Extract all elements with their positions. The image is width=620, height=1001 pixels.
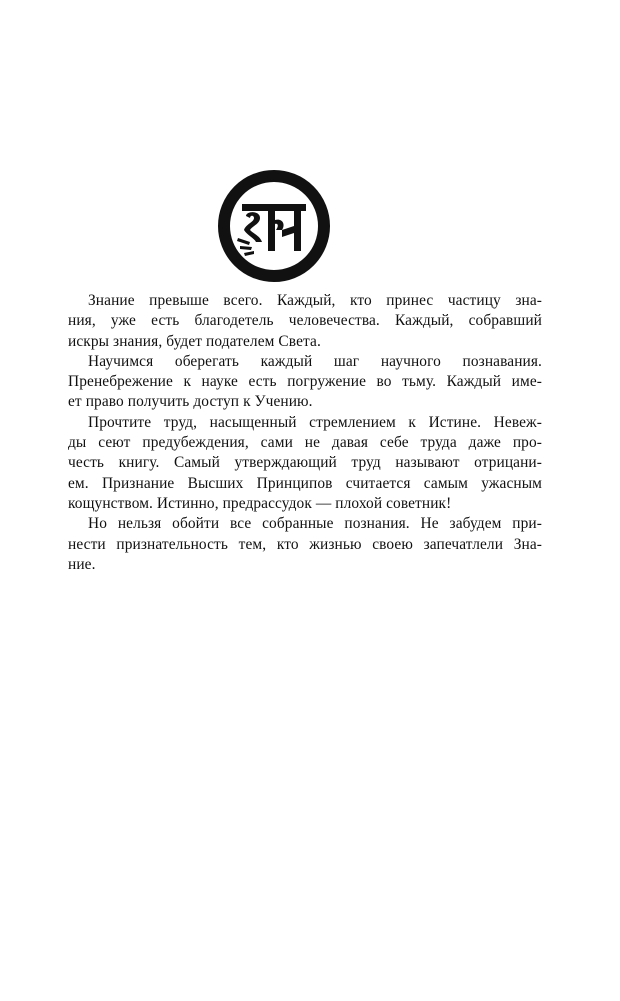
text-line: Прочтите труд, насыщенный стремлением к Истине. Невеж-	[88, 413, 542, 431]
publisher-logo-icon	[216, 168, 332, 284]
text-line: Но нельзя обойти все собранные познания. Не забудем при-	[88, 515, 542, 533]
text-line: Пренебрежение к науке есть погружение во тьму. Каждый име-	[68, 373, 542, 391]
text-line: Научимся оберегать каждый шаг научного познавания.	[88, 352, 542, 370]
text-line: нести признательность тем, кто жизнью своею запечатлели Зна-	[68, 535, 542, 553]
text-line: искры знания, будет подателем Света.	[68, 332, 321, 350]
paragraph	[68, 514, 542, 575]
paragraph	[68, 352, 542, 413]
paragraph	[68, 291, 542, 352]
text-line: ет право получить доступ к Учению.	[68, 393, 313, 411]
text-line: кощунством. Истинно, предрассудок — плохой советник!	[68, 494, 452, 512]
text-line: честь книгу. Самый утверждающий труд называют отрицани-	[68, 454, 542, 472]
text-line: Знание превыше всего. Каждый, кто принес частицу зна-	[88, 292, 542, 309]
body-text	[68, 291, 542, 575]
paragraph	[68, 413, 542, 514]
text-line: ды сеют предубеждения, сами не давая себе труда даже про-	[68, 434, 542, 452]
text-line: ния, уже есть благодетель человечества. Каждый, собравший	[68, 312, 542, 330]
text-line: ние.	[68, 555, 96, 573]
text-line: ем. Признание Высших Принципов считается самым ужасным	[68, 474, 542, 492]
